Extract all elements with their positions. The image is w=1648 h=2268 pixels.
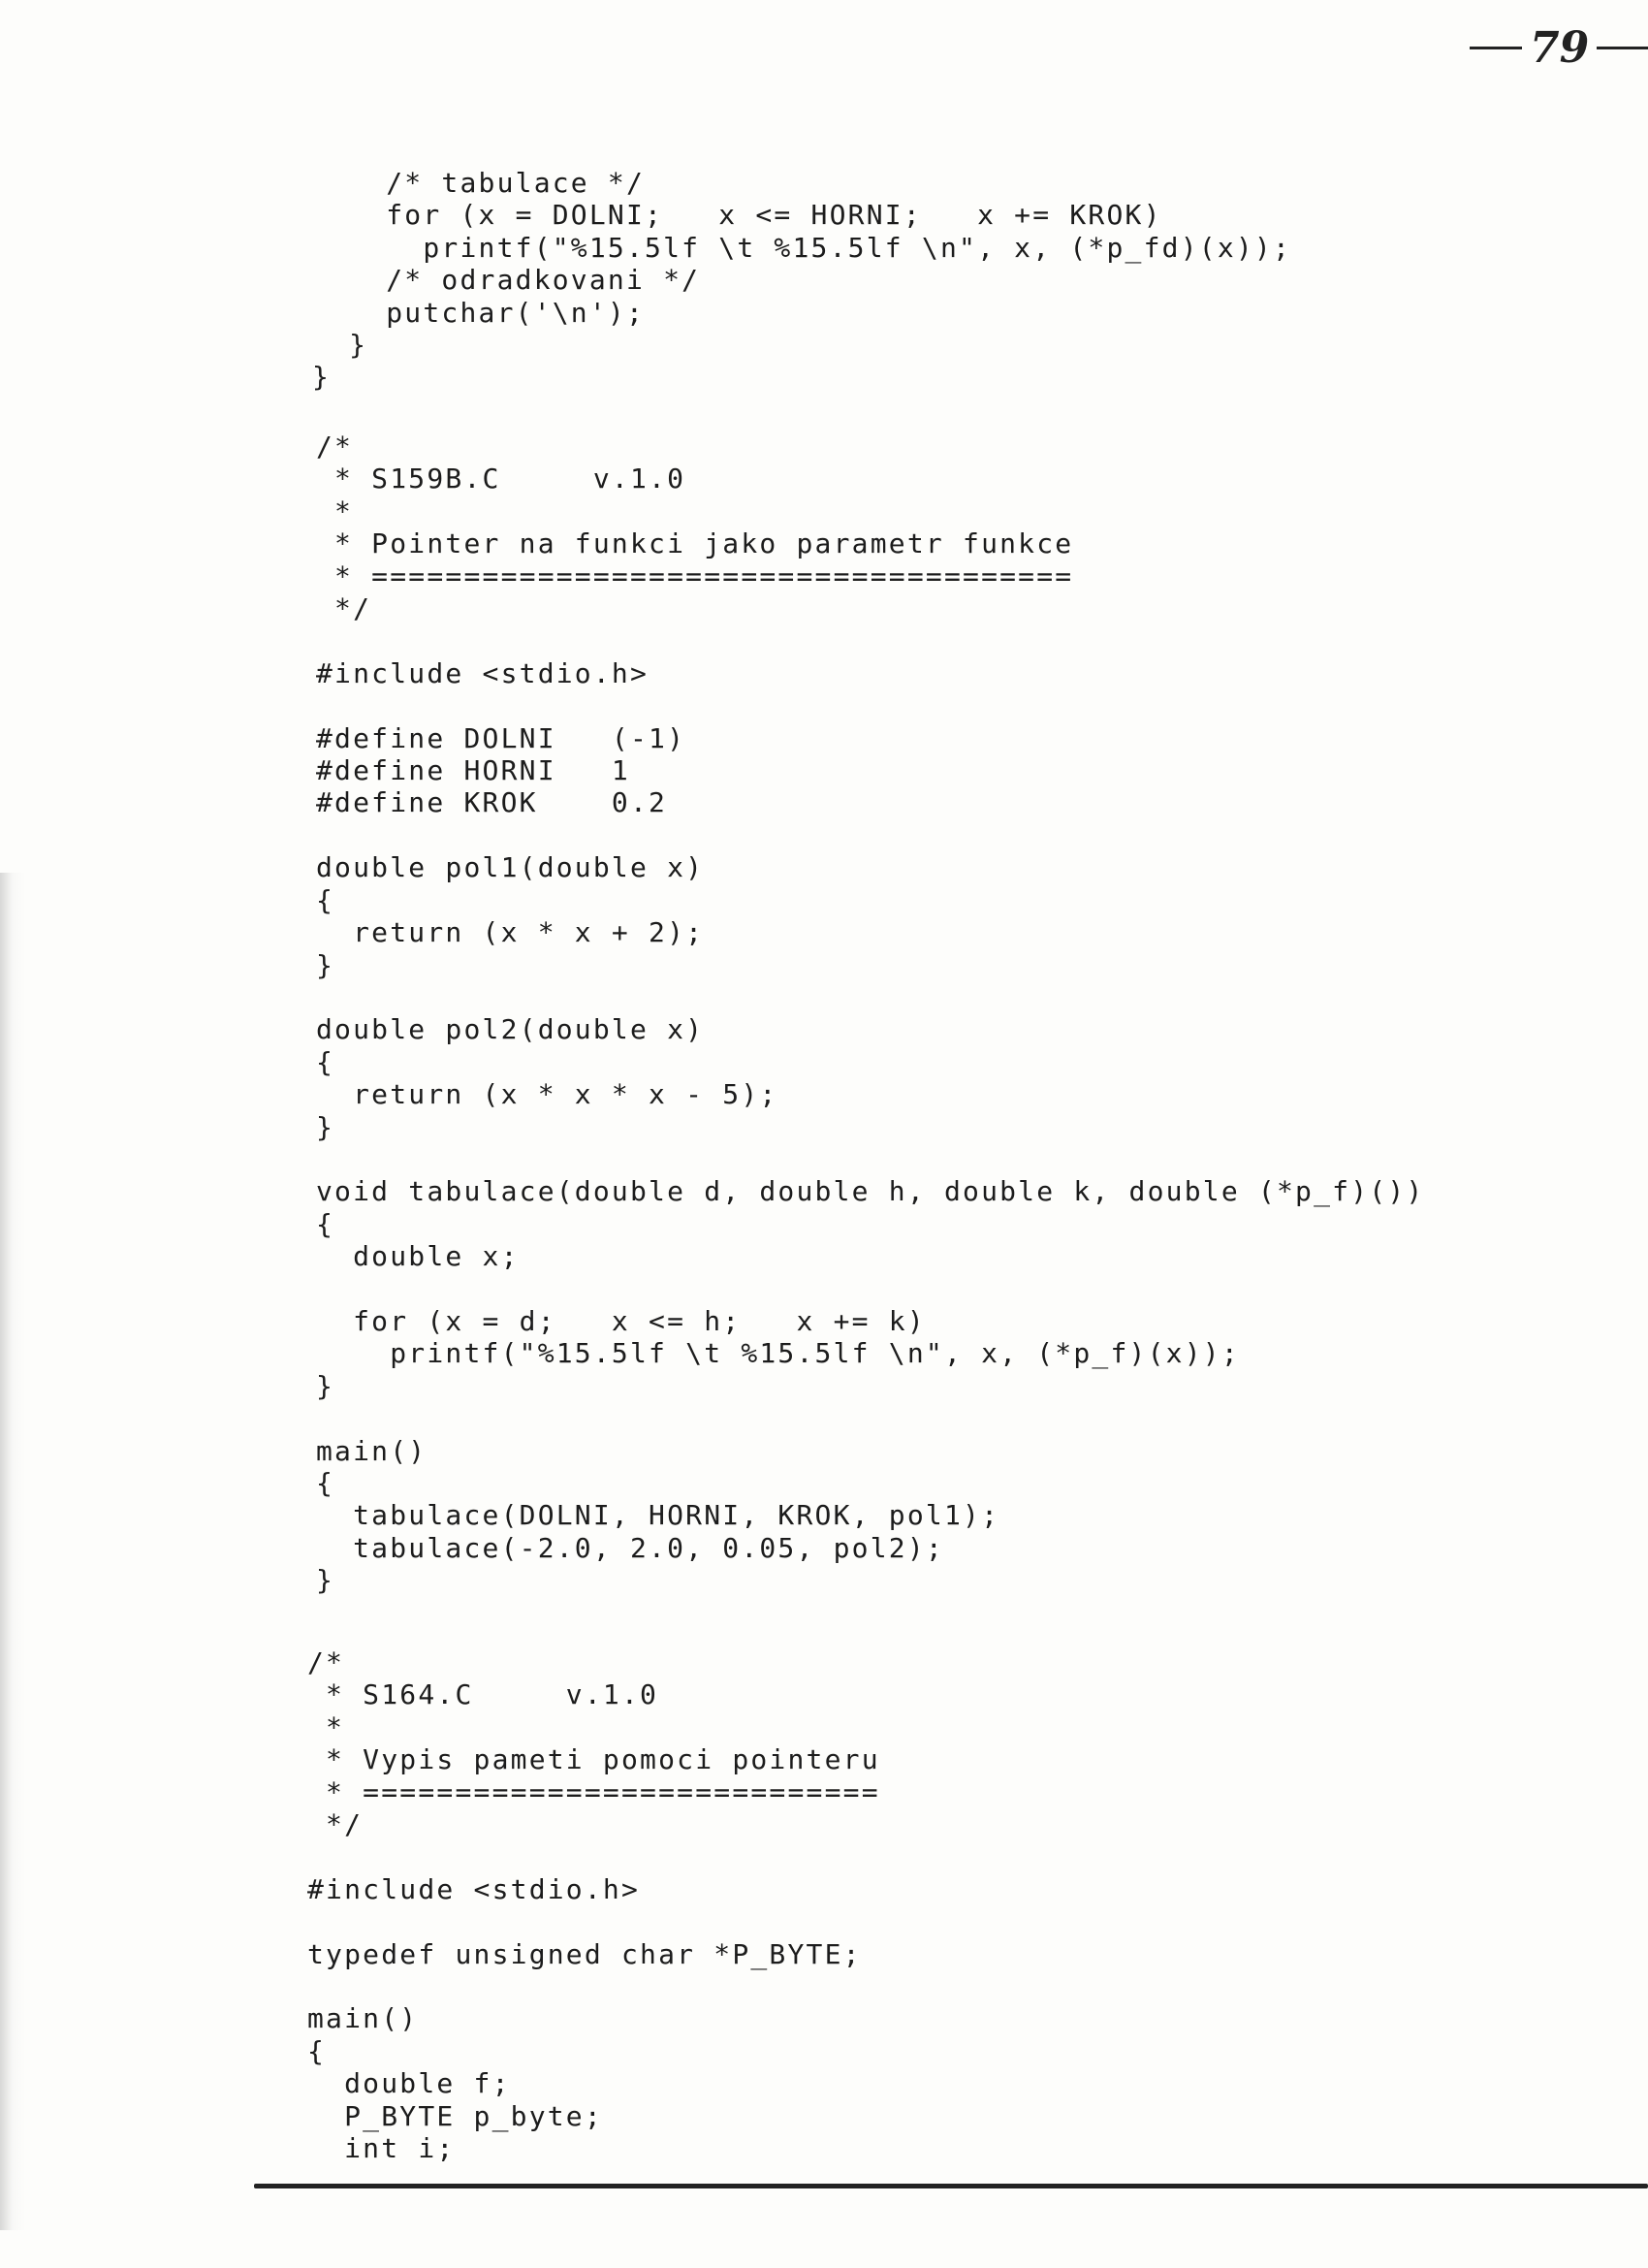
page-number — [1462, 23, 1648, 73]
page-number-right-dash — [1597, 47, 1648, 49]
page-number-left-dash — [1470, 47, 1522, 49]
bottom-rule — [254, 2184, 1648, 2188]
page-number-text: 79 — [1530, 23, 1590, 73]
code-block-tabulace-end: /* tabulace */ for (x = DOLNI; x <= HORNI; x += KROK) printf("%15.5lf \t %15.5lf \n", x, (*p_fd)(x)); /* odradkovani */ putchar('\n'); } } — [312, 167, 1292, 394]
scan-edge-shadow — [0, 873, 25, 2230]
code-block-s159b: /* * S159B.C v.1.0 * * Pointer na funkci jako parametr funkce * ====================================== */ #include <stdio.h> #define DOLNI (-1) #define HORNI 1 #define KROK 0.2 double pol1(double x) { return (x * x + 2); } double pol2(double x) { return (x * x * x - 5); } void tabulace(double d, double h, double k, double (*p_f)()) { double x; for (x = d; x <= h; x += k) printf("%15.5lf \t %15.5lf \n", x, (*p_f)(x)); } main() { tabulace(DOLNI, HORNI, KROK, pol1); tabulace(-2.0, 2.0, 0.05, pol2); } — [316, 431, 1425, 1597]
code-block-s164: /* * S164.C v.1.0 * * Vypis pameti pomoci pointeru * ============================ */ #include <stdio.h> typedef unsigned char *P_BYTE; main() { double f; P_BYTE p_byte; int i; — [307, 1646, 880, 2165]
